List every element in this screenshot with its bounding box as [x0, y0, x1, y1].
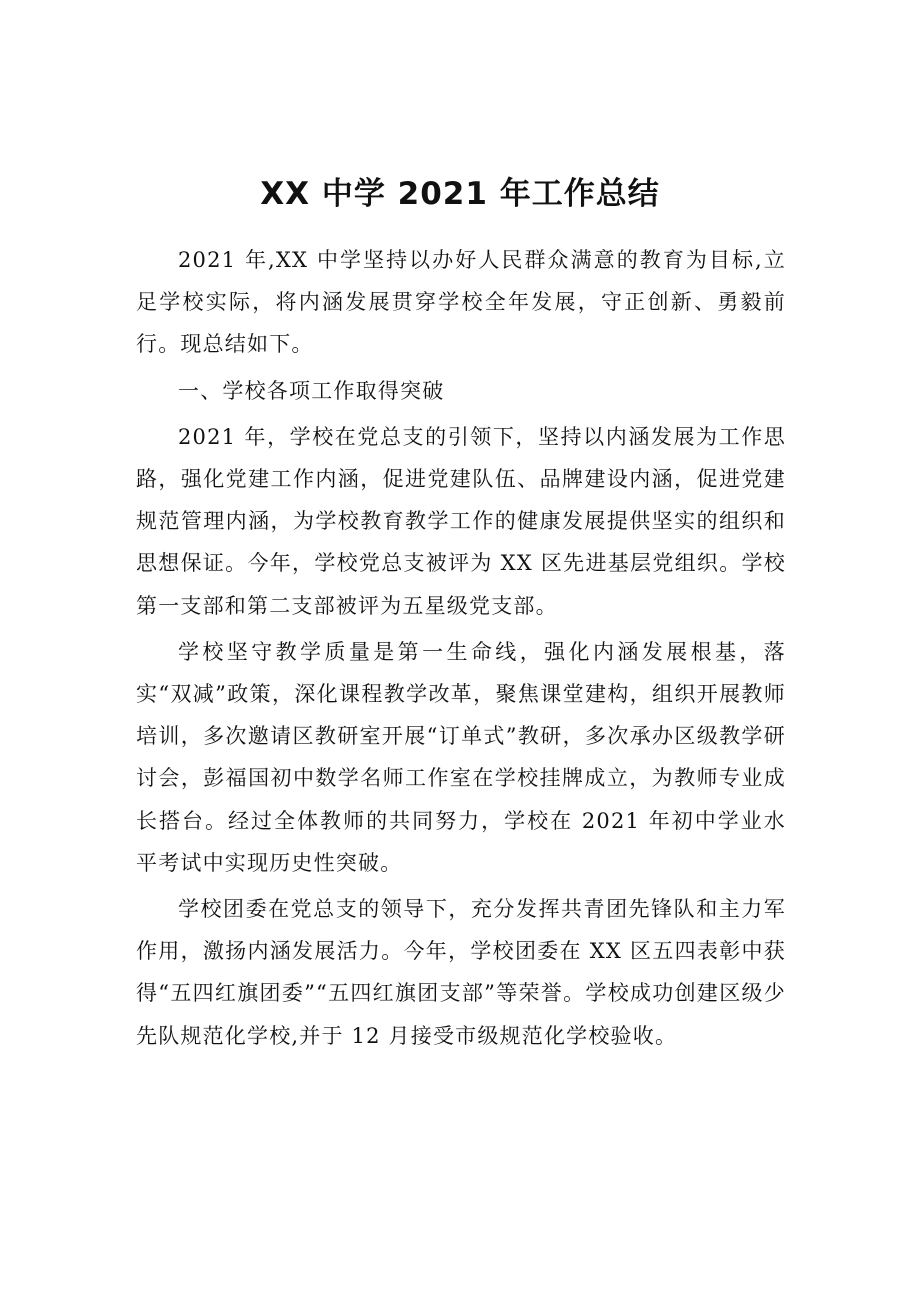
- paragraph-intro: 2021 年,XX 中学坚持以办好人民群众满意的教育为目标,立足学校实际，将内涵发展贯穿学校全年发展，守正创新、勇毅前行。现总结如下。: [136, 248, 786, 357]
- paragraph-teaching-quality: 学校坚守教学质量是第一生命线，强化内涵发展根基，落实“双减”政策，深化课程教学改革，聚焦课堂建构，组织开展教师培训，多次邀请区教研室开展“订单式”教研，多次承办区级教学研讨会，彭福国初中数学名师工作室在学校挂牌成立，为教师专业成长搭台。经过全体教师的共同努力，学校在 2021 年初中学业水平考试中实现历史性突破。: [136, 639, 786, 875]
- paragraph-party-building: 2021 年，学校在党总支的引领下，坚持以内涵发展为工作思路，强化党建工作内涵，促进党建队伍、品牌建设内涵，促进党建规范管理内涵，为学校教育教学工作的健康发展提供坚实的组织和思想保证。今年，学校党总支被评为 XX 区先进基层党组织。学校第一支部和第二支部被评为五星级党支部。: [136, 424, 786, 618]
- section-heading: 一、学校各项工作取得突破: [178, 378, 445, 403]
- document-body: [136, 239, 786, 1061]
- paragraph-youth-league: 学校团委在党总支的领导下，充分发挥共青团先锋队和主力军作用，激扬内涵发展活力。今年，学校团委在 XX 区五四表彰中获得“五四红旗团委”“五四红旗团支部”等荣誉。学校成功创建区级少先队规范化学校,并于 12 月接受市级规范化学校验收。: [136, 897, 786, 1048]
- document-title: XX 中学 2021 年工作总结: [260, 176, 660, 212]
